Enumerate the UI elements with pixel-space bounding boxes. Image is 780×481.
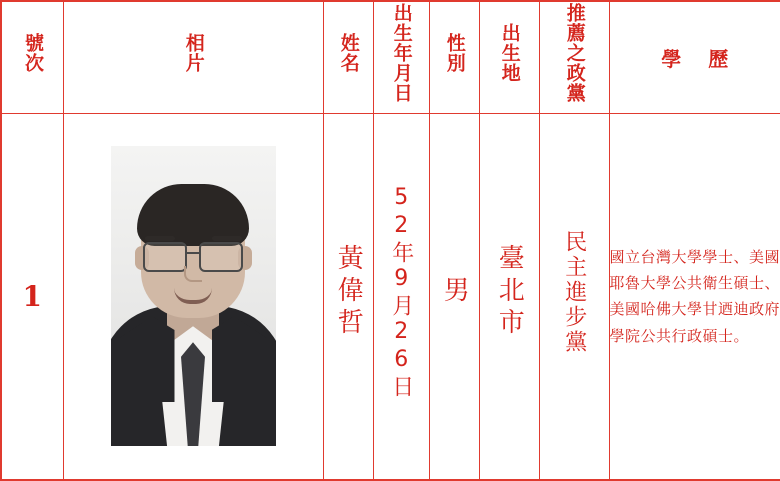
header-party: 推薦之政黨 [539,1,609,113]
cell-birth-place: 臺北市 [479,113,539,480]
header-birth-date: 出生年月日 [373,1,429,113]
header-gender: 性別 [429,1,479,113]
candidate-photo-frame [108,144,278,449]
cell-birth-date: 52年9月26日 [373,113,429,480]
cell-education [609,113,780,480]
cell-name: 黃偉哲 [323,113,373,480]
cell-gender: 男 [429,113,479,480]
header-birth-place: 出生地 [479,1,539,113]
cell-party: 民主進步黨 [539,113,609,480]
header-education: 學 歷 [609,1,780,113]
header-photo: 相片 [63,1,323,113]
header-name: 姓名 [323,1,373,113]
education-text: 國立台灣大學學士、美國耶魯大學公共衛生碩士、美國哈佛大學甘迺迪政府學院公共行政碩士。 [609,247,780,345]
table-header-row [1,1,780,113]
cell-photo [63,113,323,480]
table-row [1,113,780,480]
candidate-portrait-image [111,146,276,446]
header-number: 號次 [1,1,63,113]
cell-number: 1 [1,113,63,480]
